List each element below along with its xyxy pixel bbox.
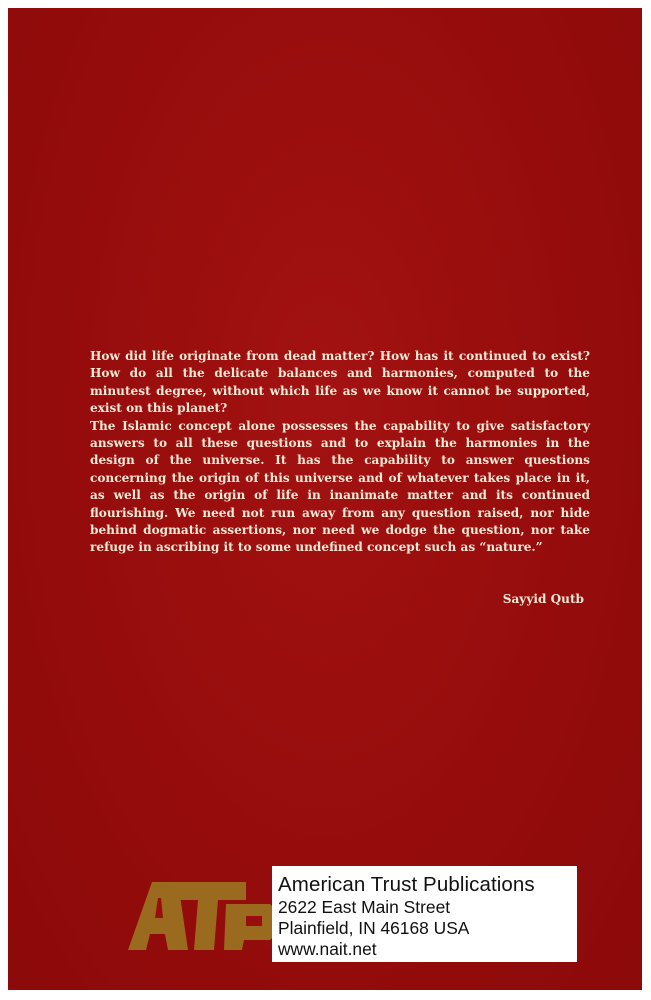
blurb-text [90,348,590,557]
publisher-info-box [272,866,577,962]
blurb-paragraph-2: The Islamic concept alone possesses the capability to give satisfactory answers to all these questions and to explain the harmonies in the design of the universe. It has the capability to answer questions concerning the origin of this universe and of whatever takes place in it, as well as the origin of life in inanimate matter and its continued flourishing. We need not run away from any question raised, nor hide behind dogmatic assertions, nor need we dodge the question, nor take refuge in ascribing it to some undefined concept such as “nature.” [90,418,590,555]
back-cover [8,8,642,990]
publisher-website: www.nait.net [278,939,377,959]
publisher-name: American Trust Publications [278,873,535,896]
publisher-logo [128,882,278,950]
blurb-paragraph-1: How did life originate from dead matter? How has it continued to exist? How do all the delicate balances and harmonies, computed to the minutest degree, without which life as we know it cannot be supported, exist on this planet? [90,349,590,416]
publisher-address-street: 2622 East Main Street [278,897,451,917]
author-name: Sayyid Qutb [502,592,584,606]
publisher-address-city: Plainfield, IN 46168 USA [278,918,470,938]
